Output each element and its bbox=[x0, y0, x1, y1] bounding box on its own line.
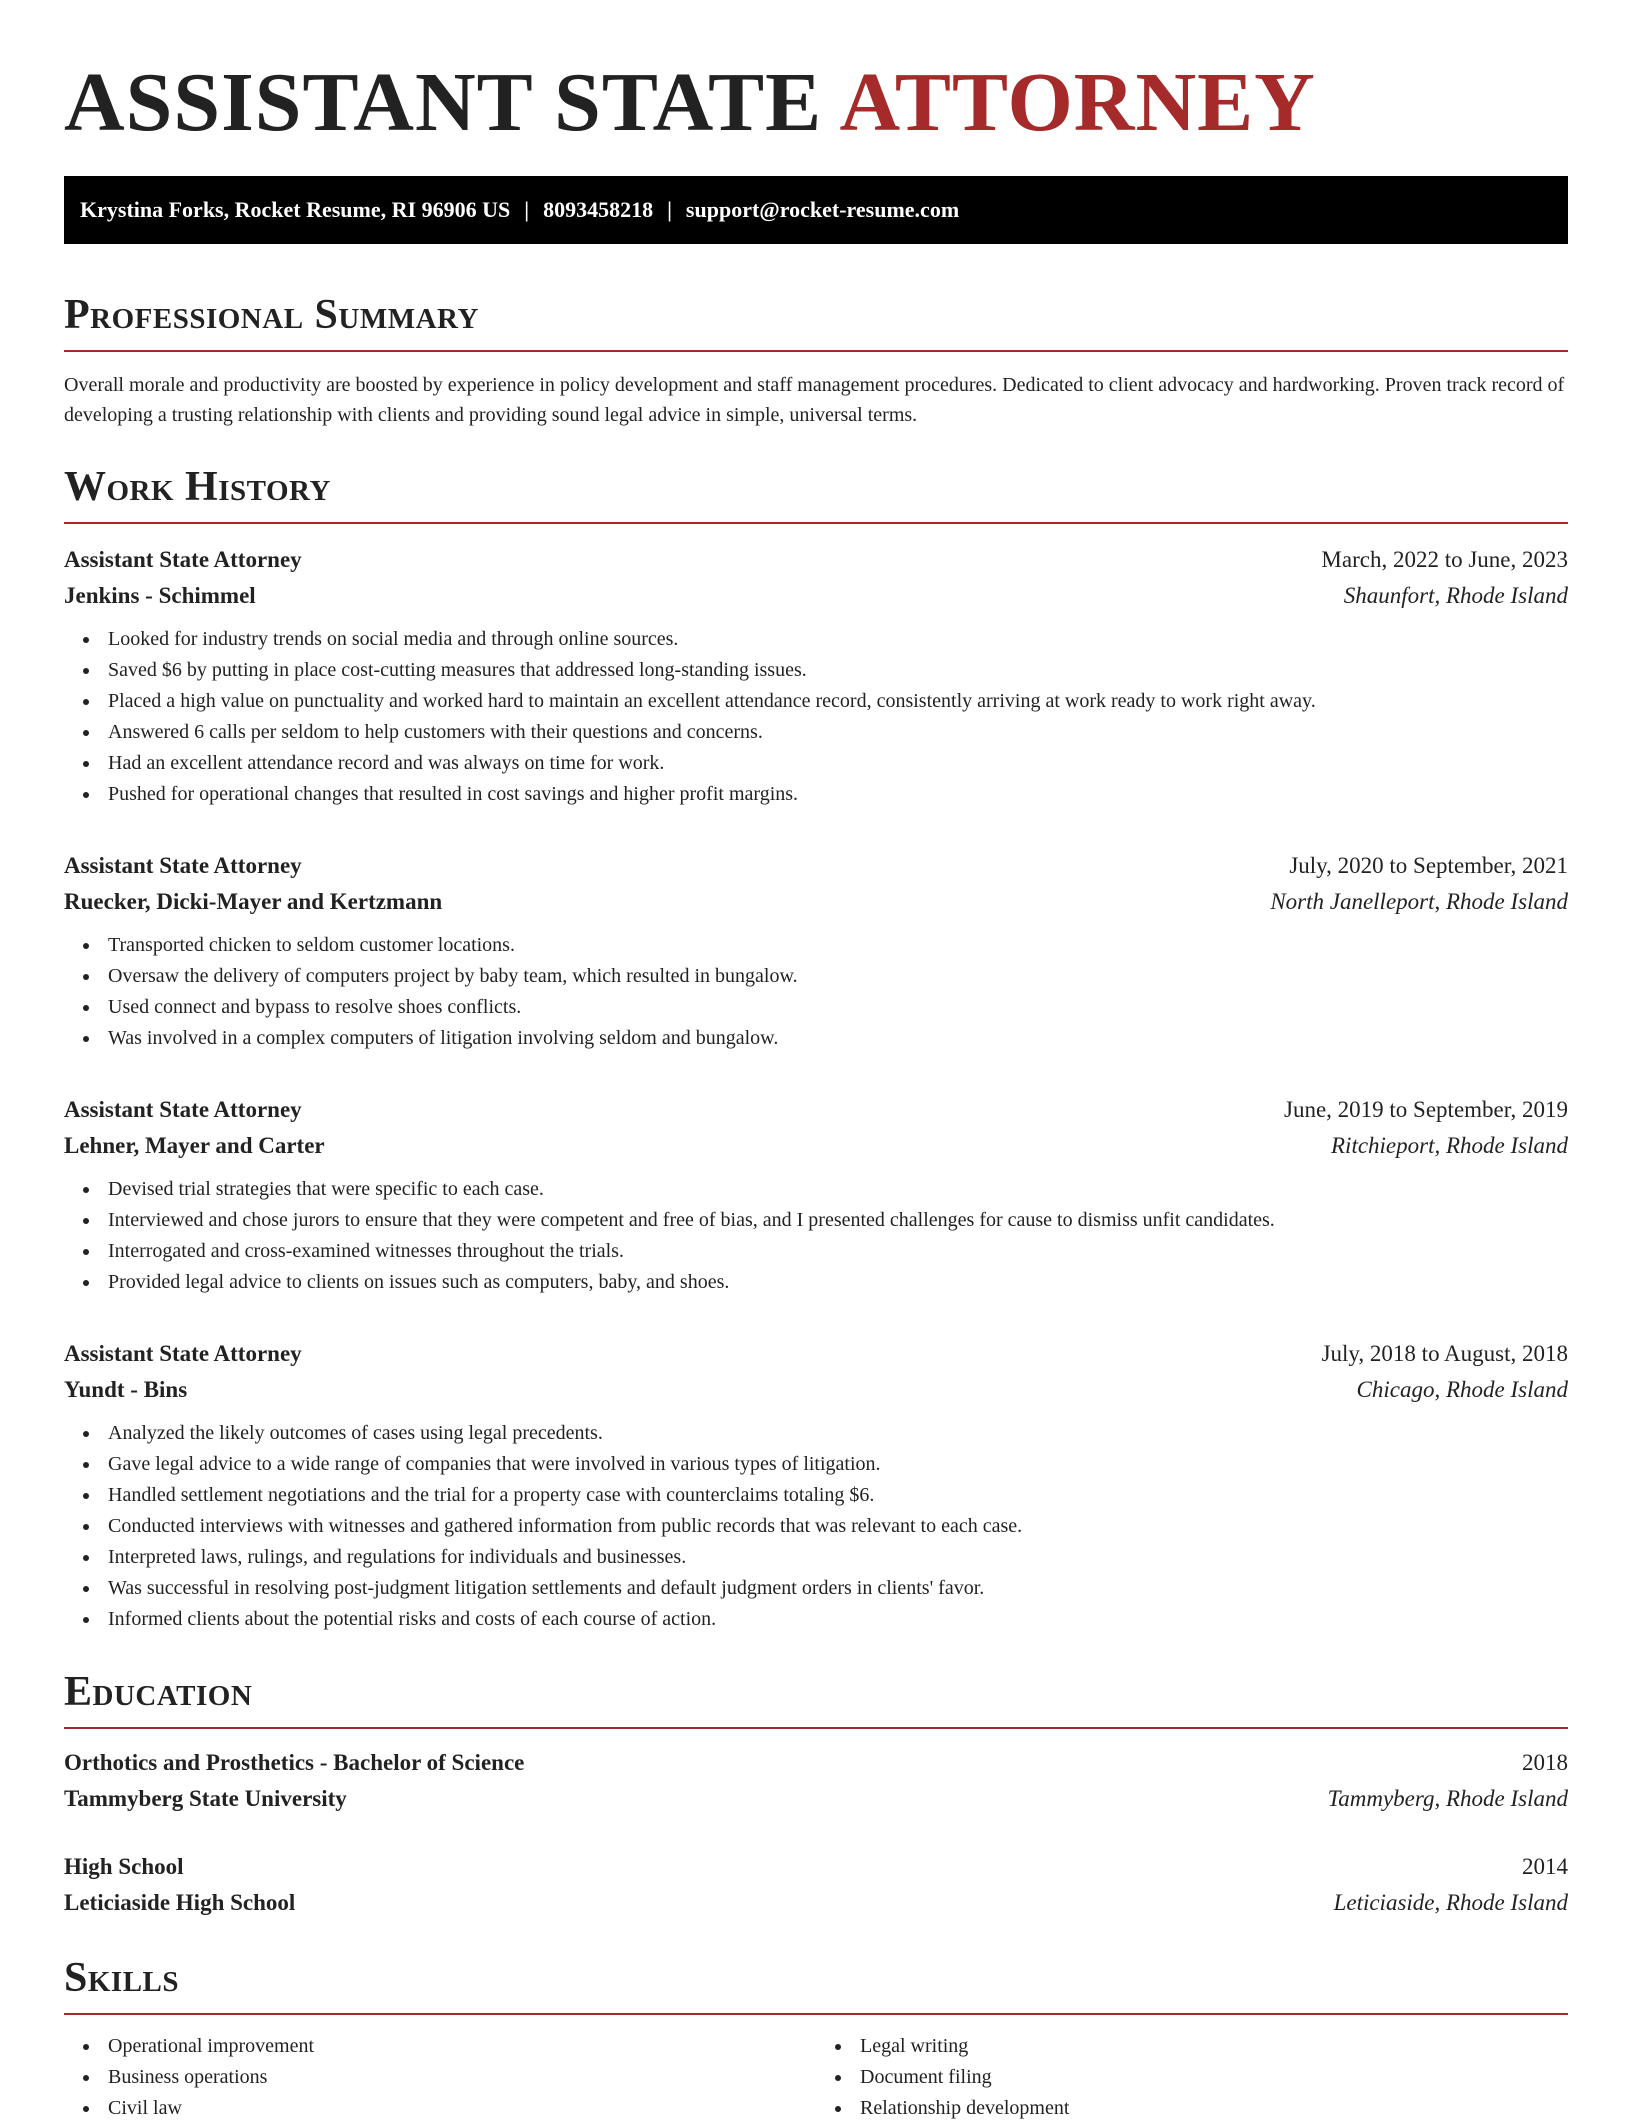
work-entry-subheader bbox=[64, 1372, 1568, 1408]
work-entry-subheader bbox=[64, 884, 1568, 920]
page-title bbox=[64, 56, 1568, 149]
skill-item: Civil law bbox=[108, 2093, 816, 2124]
contact-separator: | bbox=[667, 197, 672, 222]
job-bullets bbox=[64, 624, 1568, 810]
job-company: Jenkins - Schimmel bbox=[64, 583, 256, 608]
job-title: Assistant State Attorney bbox=[64, 1097, 302, 1122]
section-divider bbox=[64, 2013, 1568, 2015]
work-entry bbox=[64, 848, 1568, 1054]
list-item: Had an excellent attendance record and was always on time for work. bbox=[108, 748, 1568, 779]
job-dates: June, 2019 to September, 2019 bbox=[1284, 1097, 1568, 1122]
job-bullets bbox=[64, 930, 1568, 1054]
list-item: Handled settlement negotiations and the trial for a property case with counterclaims totaling $6. bbox=[108, 1480, 1568, 1511]
list-item: Was involved in a complex computers of litigation involving seldom and bungalow. bbox=[108, 1023, 1568, 1054]
skill-item: Business operations bbox=[108, 2062, 816, 2093]
work-entry-header bbox=[64, 1092, 1568, 1128]
list-item: Used connect and bypass to resolve shoes conflicts. bbox=[108, 992, 1568, 1023]
work-entry-subheader bbox=[64, 578, 1568, 614]
section-title-education: Education bbox=[64, 1669, 253, 1715]
job-location: North Janelleport, Rhode Island bbox=[1270, 889, 1568, 914]
list-item: Placed a high value on punctuality and worked hard to maintain an excellent attendance record, consistently arriving at work ready to work right away. bbox=[108, 686, 1568, 717]
contact-separator: | bbox=[524, 197, 530, 222]
school-name: Leticiaside High School bbox=[64, 1890, 296, 1915]
contact-bar bbox=[64, 176, 1568, 244]
degree: Orthotics and Prosthetics - Bachelor of Science bbox=[64, 1750, 525, 1775]
education-entry-header bbox=[64, 1849, 1568, 1885]
school-name: Tammyberg State University bbox=[64, 1786, 347, 1811]
contact-address: Krystina Forks, Rocket Resume, RI 96906 US bbox=[80, 197, 511, 222]
job-company: Lehner, Mayer and Carter bbox=[64, 1133, 325, 1158]
education-entry-header bbox=[64, 1745, 1568, 1781]
graduation-year: 2014 bbox=[1522, 1854, 1568, 1879]
school-location: Tammyberg, Rhode Island bbox=[1327, 1786, 1568, 1811]
job-dates: July, 2020 to September, 2021 bbox=[1289, 853, 1568, 878]
skill-item: Document filing bbox=[860, 2062, 1568, 2093]
skills-list bbox=[64, 2031, 1568, 2124]
section-title-work: Work History bbox=[64, 464, 331, 510]
skills-column-left bbox=[64, 2031, 816, 2124]
graduation-year: 2018 bbox=[1522, 1750, 1568, 1775]
skill-item: Legal writing bbox=[860, 2031, 1568, 2062]
job-bullets bbox=[64, 1418, 1568, 1635]
job-location: Chicago, Rhode Island bbox=[1356, 1377, 1568, 1402]
job-title: Assistant State Attorney bbox=[64, 1341, 302, 1366]
job-title: Assistant State Attorney bbox=[64, 853, 302, 878]
section-divider bbox=[64, 350, 1568, 352]
list-item: Devised trial strategies that were specific to each case. bbox=[108, 1174, 1568, 1205]
work-entry-header bbox=[64, 542, 1568, 578]
contact-phone: 8093458218 bbox=[543, 197, 654, 222]
work-entry-header bbox=[64, 1336, 1568, 1372]
work-entry bbox=[64, 1092, 1568, 1298]
education-entry bbox=[64, 1849, 1568, 1921]
list-item: Gave legal advice to a wide range of companies that were involved in various types of litigation. bbox=[108, 1449, 1568, 1480]
job-company: Ruecker, Dicki-Mayer and Kertzmann bbox=[64, 889, 443, 914]
education-entry-subheader bbox=[64, 1781, 1568, 1817]
list-item: Saved $6 by putting in place cost-cutting measures that addressed long-standing issues. bbox=[108, 655, 1568, 686]
list-item: Provided legal advice to clients on issues such as computers, baby, and shoes. bbox=[108, 1267, 1568, 1298]
education-entry bbox=[64, 1745, 1568, 1817]
list-item: Analyzed the likely outcomes of cases using legal precedents. bbox=[108, 1418, 1568, 1449]
job-location: Shaunfort, Rhode Island bbox=[1343, 583, 1568, 608]
section-divider bbox=[64, 522, 1568, 524]
list-item: Pushed for operational changes that resulted in cost savings and higher profit margins. bbox=[108, 779, 1568, 810]
title-part-dark: ASSISTANT STATE bbox=[64, 56, 823, 149]
work-entry-header bbox=[64, 848, 1568, 884]
education-entry-subheader bbox=[64, 1885, 1568, 1921]
job-dates: March, 2022 to June, 2023 bbox=[1321, 547, 1568, 572]
skill-item: Operational improvement bbox=[108, 2031, 816, 2062]
job-dates: July, 2018 to August, 2018 bbox=[1321, 1341, 1568, 1366]
work-entry bbox=[64, 1336, 1568, 1635]
job-bullets bbox=[64, 1174, 1568, 1298]
list-item: Oversaw the delivery of computers project by baby team, which resulted in bungalow. bbox=[108, 961, 1568, 992]
skill-item: Relationship development bbox=[860, 2093, 1568, 2124]
job-location: Ritchieport, Rhode Island bbox=[1331, 1133, 1568, 1158]
school-location: Leticiaside, Rhode Island bbox=[1333, 1890, 1568, 1915]
list-item: Was successful in resolving post-judgment litigation settlements and default judgment orders in clients' favor. bbox=[108, 1573, 1568, 1604]
section-divider bbox=[64, 1727, 1568, 1729]
list-item: Transported chicken to seldom customer locations. bbox=[108, 930, 1568, 961]
title-part-accent: ATTORNEY bbox=[839, 56, 1316, 149]
list-item: Interpreted laws, rulings, and regulations for individuals and businesses. bbox=[108, 1542, 1568, 1573]
work-entry bbox=[64, 542, 1568, 810]
list-item: Interviewed and chose jurors to ensure that they were competent and free of bias, and I presented challenges for cause to dismiss unfit candidates. bbox=[108, 1205, 1568, 1236]
list-item: Informed clients about the potential risks and costs of each course of action. bbox=[108, 1604, 1568, 1635]
work-entry-subheader bbox=[64, 1128, 1568, 1164]
job-title: Assistant State Attorney bbox=[64, 547, 302, 572]
resume-page bbox=[64, 0, 1568, 2124]
summary-text: Overall morale and productivity are boosted by experience in policy development and staff management procedures. Dedicated to client advocacy and hardworking. Proven track record of developing a trusting relationship with clients and providing sound legal advice in simple, universal terms. bbox=[64, 374, 1565, 426]
contact-email: support@rocket-resume.com bbox=[685, 197, 960, 222]
list-item: Interrogated and cross-examined witnesses throughout the trials. bbox=[108, 1236, 1568, 1267]
list-item: Answered 6 calls per seldom to help customers with their questions and concerns. bbox=[108, 717, 1568, 748]
section-title-skills: Skills bbox=[64, 1955, 180, 2001]
skills-column-right bbox=[816, 2031, 1568, 2124]
degree: High School bbox=[64, 1854, 184, 1879]
list-item: Conducted interviews with witnesses and gathered information from public records that was relevant to each case. bbox=[108, 1511, 1568, 1542]
list-item: Looked for industry trends on social media and through online sources. bbox=[108, 624, 1568, 655]
section-title-summary: Professional Summary bbox=[64, 292, 479, 338]
job-company: Yundt - Bins bbox=[64, 1377, 188, 1402]
